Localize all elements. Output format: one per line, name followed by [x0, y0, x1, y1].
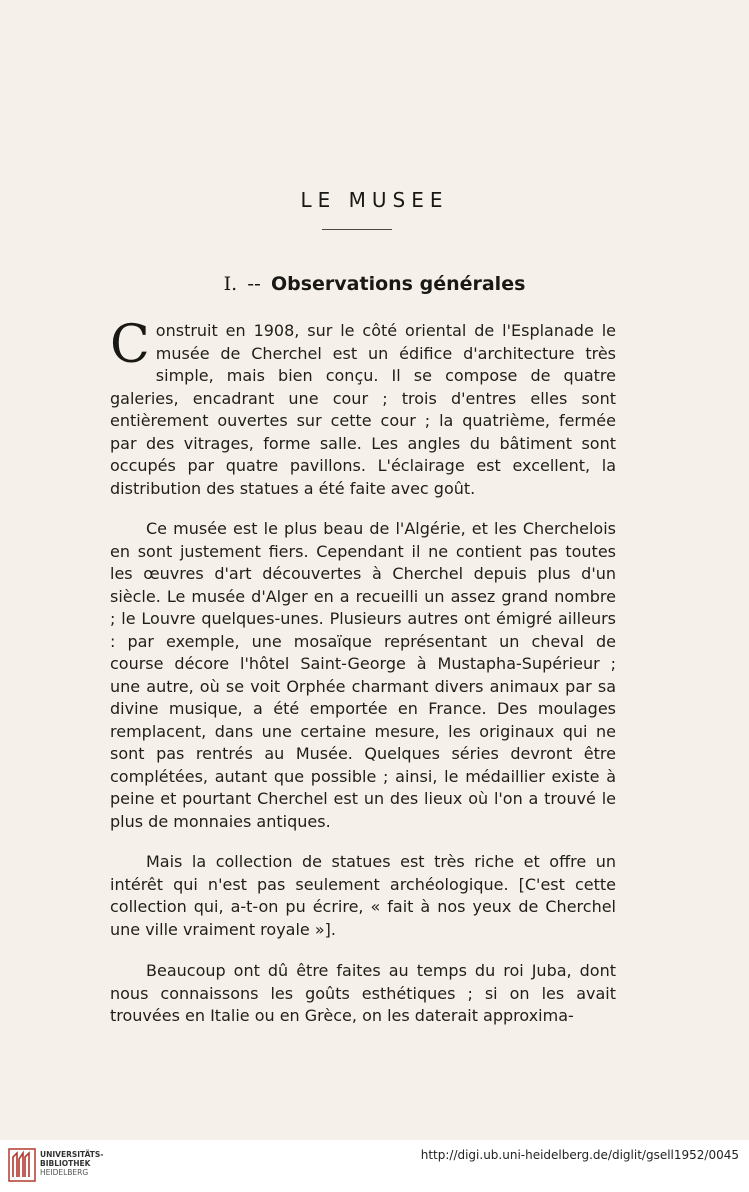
library-name-line-1: UNIVERSITÄTS- [40, 1150, 104, 1159]
section-dash: -- [247, 273, 261, 295]
section-heading [0, 273, 749, 295]
paragraph-4 [110, 960, 616, 1028]
title-divider [322, 229, 392, 230]
library-name-line-2: BIBLIOTHEK [40, 1159, 91, 1168]
section-numeral: I. [223, 273, 238, 295]
paragraph-4-text: Beaucoup ont dû être faites au temps du roi Juba, dont nous connaissons les goûts esthétiques ; si on les avait trouvées en Italie ou en Grèce, on les daterait approxima- [110, 961, 616, 1025]
section-title: Observations générales [270, 273, 526, 295]
library-name-line-3: HEIDELBERG [40, 1168, 89, 1177]
drop-cap: C [110, 315, 150, 375]
paragraph-3 [110, 851, 616, 941]
paragraph-1-text: onstruit en 1908, sur le côté oriental de l'Esplanade le musée de Cherchel est un édifice d'architecture très simple, mais bien conçu. Il se compose de quatre galeries, encadrant une cour ; trois d'entres elles sont entièrement ouvertes sur cette cour ; la quatrième, fermée par des vitrages, forme salle. Les angles du bâtiment sont occupés par quatre pavillons. L'éclairage est excellent, la distribution des statues a été faite avec goût. [110, 321, 616, 498]
paragraph-3-text: Mais la collection de statues est très riche et offre un intérêt qui n'est pas seulement archéologique. [C'est cette collection qui, a-t-on pu écrire, « fait à nos yeux de Cherchel une ville vraiment royale »]. [110, 852, 616, 939]
university-library-logo-icon [8, 1147, 36, 1183]
source-url-link[interactable]: http://digi.ub.uni-heidelberg.de/diglit/gsell1952/0045 [420, 1148, 739, 1162]
page-title: LE MUSEE [300, 188, 449, 212]
paragraph-1 [110, 315, 616, 500]
library-name [40, 1150, 103, 1177]
paragraph-2-text: Ce musée est le plus beau de l'Algérie, et les Cherchelois en sont justement fiers. Cependant il ne contient pas toutes les œuvres d'art découvertes à Cherchel depuis plus d'un siècle. Le musée d'Alger en a recueilli un assez grand nombre ; le Louvre quelques-unes. Plusieurs autres ont émigré ailleurs : par exemple, une mosaïque représentant un cheval de course décore l'hôtel Saint-George à Mustapha-Supérieur ; une autre, où se voit Orphée charmant divers animaux par sa divine musique, a été emportée en France. Des moulages remplacent, dans une certaine mesure, les originaux qui ne sont pas rentrés au Musée. Quelques séries devront être complétées, autant que possible ; ainsi, le médaillier existe à peine et pourtant Cherchel est un des lieux où l'on a trouvé le plus de monnaies antiques. [110, 519, 616, 831]
paragraph-2 [110, 518, 616, 833]
